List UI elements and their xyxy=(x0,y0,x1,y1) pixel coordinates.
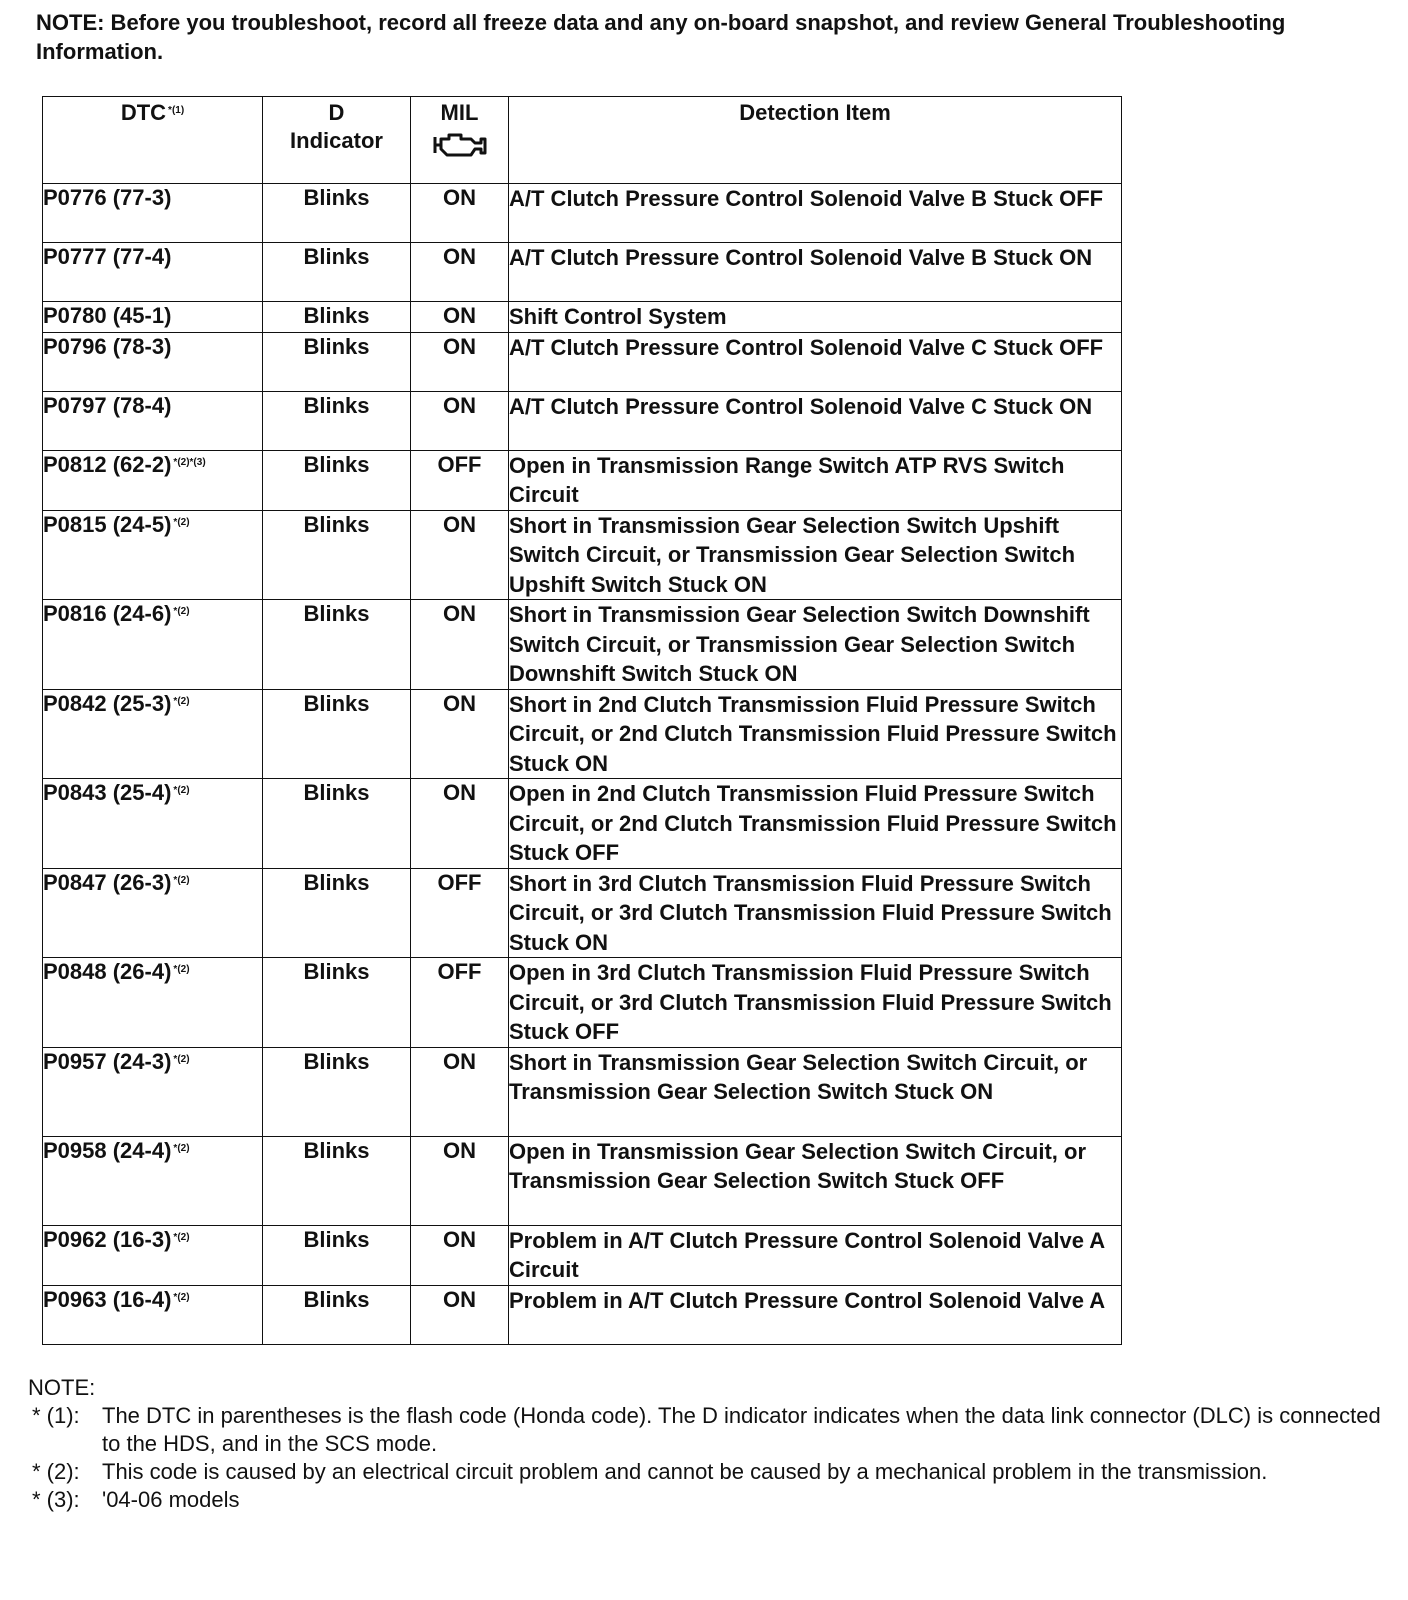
dtc-footnote-ref: *(2) xyxy=(173,1142,190,1154)
dtc-code-cell xyxy=(43,450,263,510)
dtc-code-cell xyxy=(43,332,263,391)
header-dtc-footnote: *(1) xyxy=(168,105,185,116)
dtc-code-cell xyxy=(43,391,263,450)
dtc-code-cell xyxy=(43,1285,263,1344)
dtc-footnote-ref: *(2) xyxy=(173,606,190,617)
mil-cell: ON xyxy=(411,1225,509,1285)
dtc-code: P0780 (45-1) xyxy=(43,303,172,328)
detection-item-cell: Problem in A/T Clutch Pressure Control Solenoid Valve A Circuit xyxy=(509,1225,1122,1285)
d-indicator-cell: Blinks xyxy=(263,779,411,869)
dtc-code: P0843 (25-4) xyxy=(43,780,172,805)
table-row xyxy=(43,868,1122,958)
table-row xyxy=(43,184,1122,243)
dtc-footnote-ref: *(2) xyxy=(173,1231,190,1243)
mil-cell: ON xyxy=(411,332,509,391)
dtc-footnote-ref: *(2) xyxy=(173,785,190,796)
header-detection-item-label: Detection Item xyxy=(739,100,891,125)
detection-item-cell: Short in Transmission Gear Selection Switch Upshift Switch Circuit, or Transmission Gear Selection Switch Upshift Switch Stuck ON xyxy=(509,510,1122,600)
table-row xyxy=(43,689,1122,779)
header-d-indicator xyxy=(263,97,411,184)
dtc-code: P0812 (62-2) xyxy=(43,451,172,477)
engine-icon xyxy=(431,127,489,161)
header-mil-label: MIL xyxy=(440,100,479,125)
dtc-code-cell xyxy=(43,689,263,779)
dtc-code: P0776 (77-3) xyxy=(43,185,172,210)
header-dtc-label: DTC xyxy=(120,100,167,125)
detection-item-cell: A/T Clutch Pressure Control Solenoid Valve C Stuck OFF xyxy=(509,332,1122,391)
table-row xyxy=(43,1285,1122,1344)
dtc-code-cell xyxy=(43,510,263,600)
header-dtc xyxy=(43,97,263,184)
mil-cell: ON xyxy=(411,243,509,302)
dtc-code-cell xyxy=(43,868,263,958)
detection-item-cell: Problem in A/T Clutch Pressure Control Solenoid Valve A xyxy=(509,1285,1122,1344)
mil-cell: OFF xyxy=(411,868,509,958)
dtc-code: P0847 (26-3) xyxy=(43,869,172,895)
mil-cell: ON xyxy=(411,600,509,690)
footnotes-heading: NOTE: xyxy=(28,1375,96,1400)
mil-cell: ON xyxy=(411,391,509,450)
footnote-item xyxy=(28,1402,1388,1458)
table-row xyxy=(43,600,1122,690)
dtc-code-cell xyxy=(43,958,263,1048)
table-row xyxy=(43,510,1122,600)
dtc-footnote-ref: *(2) xyxy=(173,874,190,886)
table-row xyxy=(43,1225,1122,1285)
footnote-mark: * (2): xyxy=(32,1459,80,1484)
footnote-text: This code is caused by an electrical circuit problem and cannot be caused by a mechanical problem in the transmission. xyxy=(102,1459,1268,1484)
top-note: NOTE: Before you troubleshoot, record all freeze data and any on-board snapshot, and review General Troubleshooting Information. xyxy=(36,10,1286,64)
mil-cell: ON xyxy=(411,510,509,600)
table-row xyxy=(43,302,1122,333)
d-indicator-cell: Blinks xyxy=(263,600,411,690)
footnote-text: The DTC in parentheses is the flash code (Honda code). The D indicator indicates when the data link connector (DLC) is connected to the HDS, and in the SCS mode. xyxy=(102,1403,1381,1456)
dtc-code-cell xyxy=(43,1047,263,1136)
dtc-code: P0797 (78-4) xyxy=(43,392,172,418)
header-detection-item xyxy=(509,97,1122,184)
mil-cell: OFF xyxy=(411,450,509,510)
d-indicator-cell: Blinks xyxy=(263,510,411,600)
dtc-code: P0815 (24-5) xyxy=(43,511,172,537)
d-indicator-cell: Blinks xyxy=(263,1225,411,1285)
d-indicator-cell: Blinks xyxy=(263,302,411,333)
table-row xyxy=(43,779,1122,869)
d-indicator-cell: Blinks xyxy=(263,1047,411,1136)
d-indicator-cell: Blinks xyxy=(263,868,411,958)
detection-item-cell: Open in Transmission Gear Selection Switch Circuit, or Transmission Gear Selection Switch Stuck OFF xyxy=(509,1136,1122,1225)
dtc-code-cell xyxy=(43,779,263,869)
dtc-footnote-ref: *(2) xyxy=(173,695,190,707)
table-row xyxy=(43,958,1122,1048)
table-header-row xyxy=(43,97,1122,184)
dtc-footnote-ref: *(2) xyxy=(173,1053,190,1065)
detection-item-cell: A/T Clutch Pressure Control Solenoid Valve B Stuck OFF xyxy=(509,184,1122,243)
mil-cell: ON xyxy=(411,779,509,869)
mil-cell: ON xyxy=(411,1136,509,1225)
footnotes xyxy=(28,1374,1388,1514)
d-indicator-cell: Blinks xyxy=(263,184,411,243)
dtc-table-body xyxy=(43,184,1122,1345)
footnotes-list xyxy=(28,1402,1388,1514)
dtc-code: P0848 (26-4) xyxy=(43,959,172,984)
dtc-code-cell xyxy=(43,302,263,333)
detection-item-cell: Short in Transmission Gear Selection Switch Downshift Switch Circuit, or Transmission Gear Selection Switch Downshift Switch Stuck ON xyxy=(509,600,1122,690)
mil-cell: ON xyxy=(411,184,509,243)
dtc-code: P0957 (24-3) xyxy=(43,1048,172,1074)
header-mil xyxy=(411,97,509,184)
d-indicator-cell: Blinks xyxy=(263,1136,411,1225)
dtc-code-cell xyxy=(43,1225,263,1285)
dtc-code-cell xyxy=(43,600,263,690)
detection-item-cell: Open in 3rd Clutch Transmission Fluid Pressure Switch Circuit, or 3rd Clutch Transmission Fluid Pressure Switch Stuck OFF xyxy=(509,958,1122,1048)
table-row xyxy=(43,243,1122,302)
table-row xyxy=(43,1047,1122,1136)
footnote-mark: * (1): xyxy=(32,1403,80,1428)
d-indicator-cell: Blinks xyxy=(263,243,411,302)
detection-item-cell: Shift Control System xyxy=(509,302,1122,333)
d-indicator-cell: Blinks xyxy=(263,450,411,510)
detection-item-cell: Open in Transmission Range Switch ATP RVS Switch Circuit xyxy=(509,450,1122,510)
dtc-code: P0962 (16-3) xyxy=(43,1226,172,1252)
detection-item-cell: Short in Transmission Gear Selection Switch Circuit, or Transmission Gear Selection Switch Stuck ON xyxy=(509,1047,1122,1136)
d-indicator-cell: Blinks xyxy=(263,958,411,1048)
dtc-code-cell xyxy=(43,243,263,302)
d-indicator-cell: Blinks xyxy=(263,391,411,450)
mil-cell: OFF xyxy=(411,958,509,1048)
footnote-text: '04-06 models xyxy=(102,1487,240,1512)
dtc-table xyxy=(42,96,1122,1345)
dtc-code: P0777 (77-4) xyxy=(43,244,172,269)
mil-cell: ON xyxy=(411,302,509,333)
dtc-footnote-ref: *(2) xyxy=(173,1291,190,1303)
d-indicator-cell: Blinks xyxy=(263,689,411,779)
dtc-footnote-ref: *(2) xyxy=(173,964,190,975)
footnote-mark: * (3): xyxy=(32,1487,80,1512)
table-row xyxy=(43,391,1122,450)
footnote-item xyxy=(28,1458,1388,1486)
dtc-code-cell xyxy=(43,184,263,243)
mil-cell: ON xyxy=(411,1285,509,1344)
detection-item-cell: Short in 2nd Clutch Transmission Fluid Pressure Switch Circuit, or 2nd Clutch Transmission Fluid Pressure Switch Stuck ON xyxy=(509,689,1122,779)
dtc-code: P0816 (24-6) xyxy=(43,601,172,626)
table-row xyxy=(43,332,1122,391)
mil-cell: ON xyxy=(411,1047,509,1136)
dtc-code-cell xyxy=(43,1136,263,1225)
dtc-code: P0963 (16-4) xyxy=(43,1286,172,1312)
detection-item-cell: A/T Clutch Pressure Control Solenoid Valve B Stuck ON xyxy=(509,243,1122,302)
detection-item-cell: Open in 2nd Clutch Transmission Fluid Pressure Switch Circuit, or 2nd Clutch Transmission Fluid Pressure Switch Stuck OFF xyxy=(509,779,1122,869)
table-row xyxy=(43,450,1122,510)
d-indicator-cell: Blinks xyxy=(263,332,411,391)
mil-cell: ON xyxy=(411,689,509,779)
dtc-footnote-ref: *(2)*(3) xyxy=(173,456,206,468)
footnote-item xyxy=(28,1486,1388,1514)
detection-item-cell: Short in 3rd Clutch Transmission Fluid Pressure Switch Circuit, or 3rd Clutch Transmission Fluid Pressure Switch Stuck ON xyxy=(509,868,1122,958)
dtc-code: P0842 (25-3) xyxy=(43,690,172,716)
dtc-footnote-ref: *(2) xyxy=(173,516,190,528)
dtc-code: P0796 (78-3) xyxy=(43,333,172,359)
dtc-code: P0958 (24-4) xyxy=(43,1137,172,1163)
header-d-indicator-label: D Indicator xyxy=(290,100,383,153)
detection-item-cell: A/T Clutch Pressure Control Solenoid Valve C Stuck ON xyxy=(509,391,1122,450)
table-row xyxy=(43,1136,1122,1225)
d-indicator-cell: Blinks xyxy=(263,1285,411,1344)
